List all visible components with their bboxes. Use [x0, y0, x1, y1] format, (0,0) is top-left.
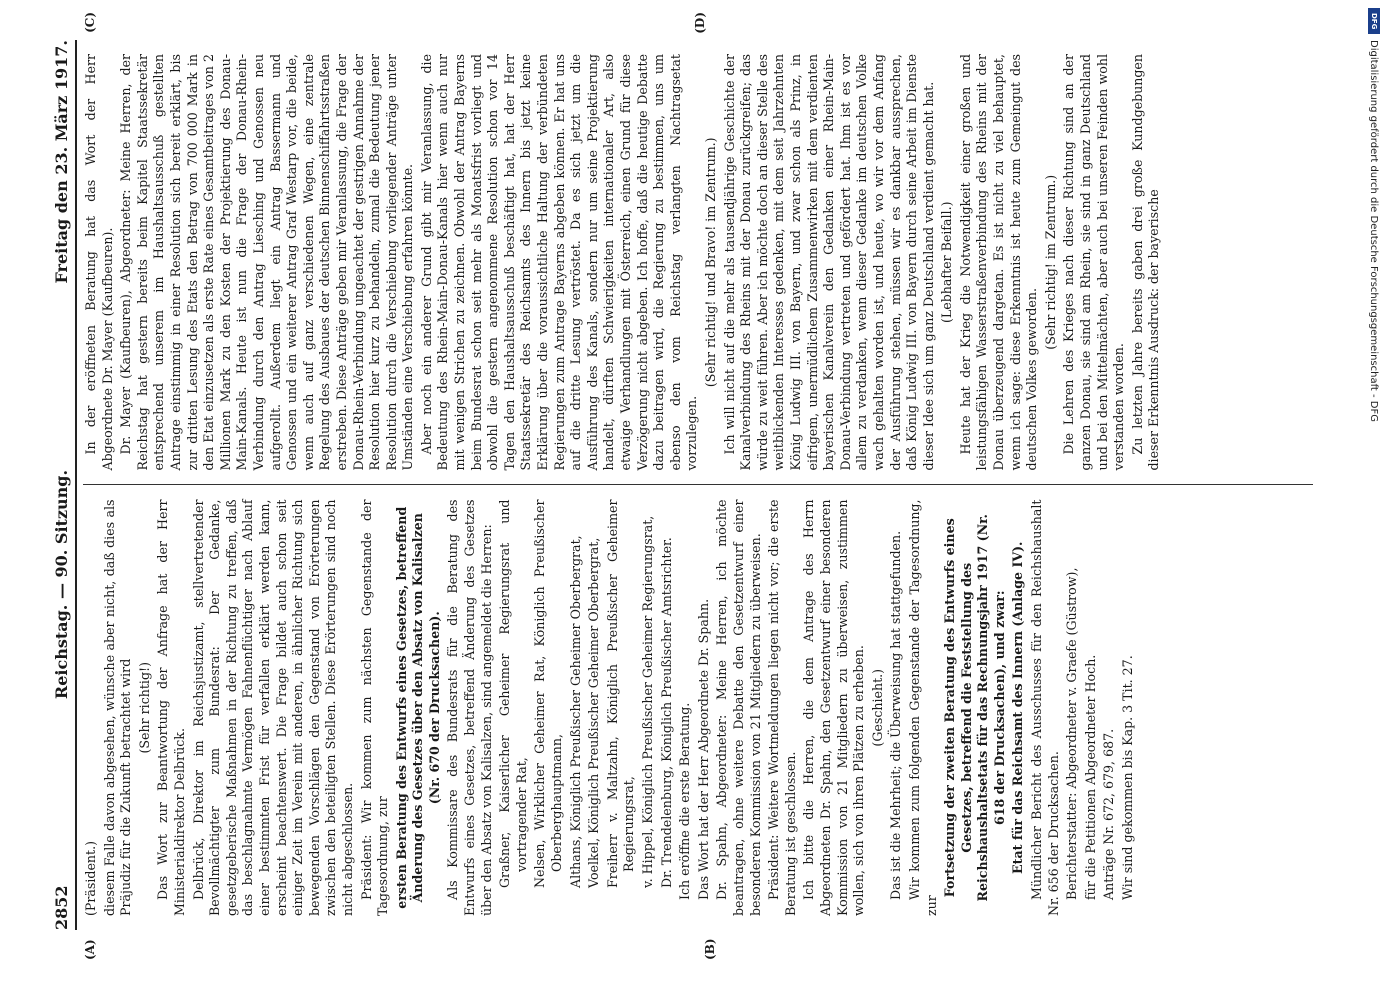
- right-column: [83, 40, 1313, 485]
- paragraph: Berichterstatter: Abgeordneter v. Graefe (Güstrow),: [1064, 567, 1080, 900]
- paragraph: Mündlicher Bericht des Ausschusses für den Reichshaushalt Nr. 656 der Drucksachen.: [1029, 499, 1061, 916]
- left-column: [83, 486, 1313, 931]
- page-number: 2852: [52, 885, 71, 930]
- speaker-note: (Präsident.): [83, 840, 98, 916]
- digitization-credit: Digitalisierung gefördert durch die Deutsche Forschungsgemeinschaft - DFG: [1368, 40, 1379, 423]
- paragraph: Präsident: Wir kommen zum nächsten Gegenstande der Tagesordnung, zur: [358, 499, 391, 916]
- speech-delbrueck: Delbrück, Direktor im Reichsjustizamt, stellvertretender Bevollmächtigter zum Bundesrat: Der Gedanke, gesetzgeberische Maßnahmen in der Richtung zu treffen, daß das beschlagnahmte Vermögen Fahnenflüchtiger nach Ablauf einer bestimmten Frist für verfallen erklärt werden kann, erscheint beachtenswert. Die Frage bildet auch schon seit einiger Zeit im Verein mit anderen, in ähnlicher Richtung sich bewegenden Vorschlägen den Gegenstand von Erörterungen zwischen den beteiligten Stellen. Diese Erörterungen sind noch nicht abgeschlossen.: [190, 499, 355, 916]
- commissioner-entry: Althans, Königlich Preußischer Geheimer Oberbergrat,: [567, 535, 583, 888]
- paragraph: Aber noch ein anderer Grund gibt mir Veranlassung, die Bedeutung des Rhein-Main-Donau-Kanals hier wenn auch nur mit wenigen Strichen zu zeichnen. Obwohl der Antrag Bayerns beim Bundesrat schon seit mehr als Monatsfrist vorliegt und obwohl die gestern angenommene Resolution schon vor 14 Tagen den Haushaltsausschuß beschäftigt hat, hat der Herr Staatssekretär des Reichsamts des Innern bis jetzt keine Erklärung über die voraussichtliche Haltung der verbündeten Regierungen zum Antrage Bayerns abgeben können. Er hat uns auf die dritte Lesung vertröstet. Da es sich jetzt um die Ausführung des Kanals, sondern nur um seine Projektierung handelt, dürften Schwierigkeiten internationaler Art, also etwaige Verhandlungen mit Österreich, einen Grund für diese Verzögerung nicht abgeben. Ich hoffe, daß die heutige Debatte dazu beitragen wird, die Regierung zu bestimmen, uns um ebenso den vom Reichstag verlangten Nachtragsetat vorzulegen.: [418, 54, 700, 471]
- agenda-item-heading: ersten Beratung des Entwurfs eines Gesetzes, betreffend Änderung des Gesetzes über den Absatz von Kalisalzen (Nr. 670 der Drucksachen).: [393, 506, 442, 909]
- interjection: (Lebhafter Beifall.): [939, 201, 955, 323]
- margin-mark-c: (C): [83, 12, 97, 33]
- interjection: (Sehr richtig! im Zentrum.): [1042, 174, 1058, 350]
- speech-spahn: Dr. Spahn, Abgeordneter: Meine Herren, ich möchte beantragen, ohne weitere Debatte den Gesetzentwurf einer besonderen Kommission von 21 Mitgliedern zu überweisen.: [714, 499, 763, 916]
- commissioner-entry: Dr. Trendelenburg, Königlich Preußischer Amtsrichter.: [658, 537, 674, 888]
- paragraph: Wir kommen zum folgenden Gegenstande der Tagesordnung, zur: [906, 499, 939, 916]
- speech-mayer: Dr. Mayer (Kaufbeuren), Abgeordneter: Meine Herren, der Reichstag hat gestern bereits beim Kapitel Staatssekretär entsprechend unserem im Haushaltsausschuß gestellten Antrage einstimmig in einer Resolution sich bereit erklärt, bis zur dritten Lesung des Etats den Betrag von 700 000 Mark in den Etat einzusetzen als erste Rate eines Gesamtbeitrages von 2 Millionen Mark zu den Kosten der Projektierung des Donau-Main-Kanals. Heute ist nun die Frage der Donau-Rhein-Verbindung durch den Antrag Liesching und Genossen neu aufgerollt. Außerdem liegt ein Antrag Bassermann und Genossen und ein weiterer Antrag Graf Westarp vor, die beide, wenn auch auf ganz verschiedenen Wegen, eine zentrale Regelung des Ausbaues der deutschen Binnenschiffahrtsstraßen erstreben. Diese Anträge geben mir Veranlassung, die Frage der Donau-Rhein-Verbindung ungeachtet der gestrigen Annahme der Resolution hier kurz zu behandeln, zumal die Bedeutung jener Resolution durch die Verschiebung vorliegender Anträge unter Umständen eine Verschiebung erfahren könnte.: [118, 54, 416, 471]
- paragraph: Das Wort zur Beantwortung der Anfrage hat der Herr Ministerialdirektor Delbrück.: [155, 499, 187, 916]
- paragraph: Ich will nicht auf die mehr als tausendjährige Geschichte der Kanalverbindung des Rheins mit der Donau zurückgreifen; das würde zu weit führen. Aber ich möchte doch an dieser Stelle des weitblickenden Interesses gedenken, mit dem seit Jahrzehnten König Ludwig III. von Bayern, und zwar schon als Prinz, in eifrigem, unermüdlichem Zusammenwirken mit dem verdienten bayerischen Kanalverein den Gedanken einer Rhein-Main-Donau-Verbindung vertreten und gefördert hat. Ihm ist es vor allem zu verdanken, wenn dieser Gedanke im deutschen Volke wach gehalten worden ist, und heute, wo wir vor dem Anfang der Ausführung stehen, müssen wir es dankbar aussprechen, daß König Ludwig III. von Bayern durch seine Arbeit im Dienste dieser Idee sich um ganz Deutschland verdient gemacht hat.: [721, 54, 936, 471]
- margin-mark-b: (B): [703, 938, 717, 960]
- paragraph: Das ist die Mehrheit; die Überweisung hat stattgefunden.: [888, 530, 904, 900]
- paragraph: Ich eröffne die erste Beratung.: [677, 702, 693, 900]
- commissioner-entry: Voelkel, Königlich Preußischer Geheimer Oberbergrat,: [586, 537, 602, 888]
- interjection: (Sehr richtig!): [136, 662, 152, 754]
- agenda-item-heading: Fortsetzung der zweiten Beratung des Entwurfs eines Gesetzes, betreffend die Feststellung des Reichshaushaltsetats für das Rechnungsjahr 1917 (Nr. 618 der Drucksachen), und zwar:: [942, 514, 1007, 902]
- two-column-body: [83, 12, 1313, 960]
- margin-mark-a: (A): [83, 939, 97, 960]
- paragraph: Wir sind gekommen bis Kap. 3 Tit. 27.: [1120, 655, 1136, 900]
- paragraph: Zu letzten Jahre bereits gaben drei große Kundgebungen dieser Erkenntnis Ausdruck: der bayerische: [1129, 54, 1162, 471]
- paragraph: Ich bitte die Herren, die dem Antrage des Herrn Abgeordneten Dr. Spahn, den Gesetzentwurf einer besonderen Kommission von 21 Mitgliedern zu überweisen, zustimmen wollen, sich von ihren Plätzen zu erheben.: [801, 499, 867, 916]
- agenda-subheading: Etat für das Reichsamt des Innern (Anlage IV).: [1010, 541, 1026, 874]
- header-date: Freitag den 23. März 1917.: [52, 40, 71, 284]
- paragraph: Das Wort hat der Herr Abgeordnete Dr. Spahn.: [695, 598, 711, 900]
- dfg-logo: DFG: [1368, 8, 1380, 34]
- commissioner-entry: v. Hippel, Königlich Preußischer Geheimer Regierungsrat,: [640, 515, 655, 888]
- paragraph: Die Lehren des Krieges nach dieser Richtung sind an der ganzen Donau, sie sind am Rhein, sie sind in ganz Deutschland und bei den Mittelmächten, aber auch bei unseren Feinden wohl verstanden worden.: [1061, 54, 1127, 471]
- header-session: Reichstag. — 90. Sitzung.: [52, 469, 71, 700]
- paragraph: Heute hat der Krieg die Notwendigkeit einer großen und leistungsfähigen Wasserstraßenverbindung des Rheins mit der Donau überzeugend dargetan. Es ist nicht zu viel behauptet, wenn ich sage: diese Erkenntnis ist heute zum Gemeingut des deutschen Volkes geworden.: [957, 54, 1040, 471]
- paragraph: Als Kommissare des Bundesrats für die Beratung des Entwurfs eines Gesetzes, betreffend Änderung des Gesetzes über den Absatz von Kalisalzen, sind angemeldet die Herren:: [445, 499, 494, 916]
- interjection: (Geschieht.): [869, 668, 885, 747]
- column-divider: [83, 485, 1313, 486]
- page-header: [52, 40, 77, 930]
- paragraph: Präsident: Weitere Wortmeldungen liegen nicht vor; die erste Beratung ist geschlossen.: [766, 499, 798, 916]
- commissioner-entry: Nelsen, Wirklicher Geheimer Rat, Königlich Preußischer Oberberghauptmann,: [532, 499, 565, 888]
- paragraph: Anträge Nr. 672, 679, 687.: [1101, 728, 1117, 900]
- paragraph: In der eröffneten Beratung hat das Wort der Herr Abgeordnete Dr. Mayer (Kaufbeuren).: [83, 54, 115, 471]
- paragraph: für die Petitionen Abgeordneter Hoch.: [1082, 654, 1098, 900]
- commissioner-entry: Freiherr v. Maltzahn, Königlich Preußischer Geheimer Regierungsrat,: [604, 499, 637, 888]
- paragraph: diesem Falle davon abgesehen, wünsche aber nicht, daß dies als Präjudiz für die Zukunft betrachtet wird: [101, 499, 134, 916]
- margin-mark-d: (D): [693, 12, 707, 34]
- interjection: (Sehr richtig! und Bravo! im Zentrum.): [702, 137, 718, 388]
- commissioner-entry: Graßner, Kaiserlicher Geheimer Regierungsrat und vortragender Rat,: [497, 499, 529, 888]
